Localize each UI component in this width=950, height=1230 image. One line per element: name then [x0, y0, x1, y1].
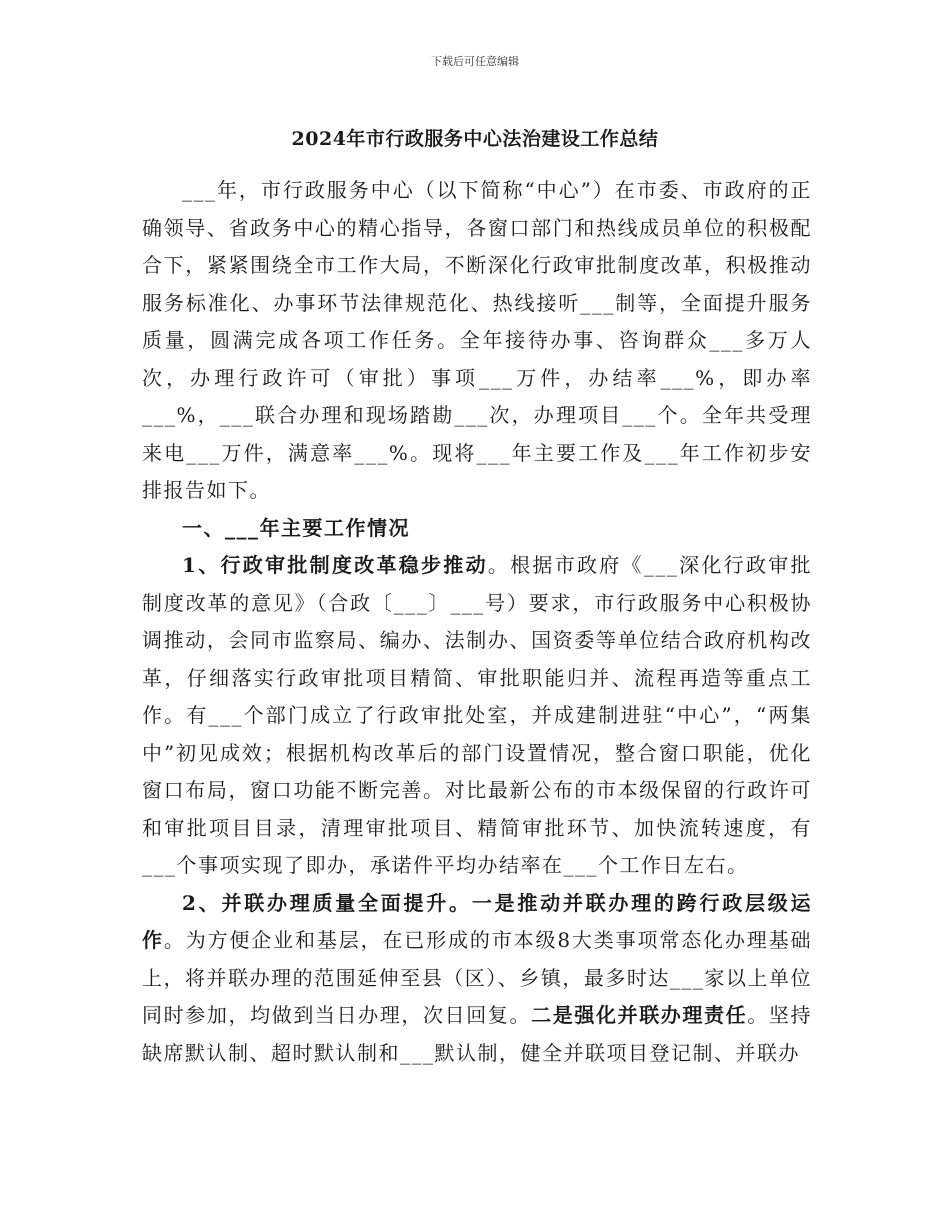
- item-1-text: 。根据市政府《___深化行政审批制度改革的意见》（合政〔___〕___号）要求，市行政服务中心积极协调推动，会同市监察局、编办、法制办、国资委等单位结合政府机构改革，仔细落实行政审批项目精简、审批职能归并、流程再造等重点工作。有___个部门成立了行政审批处室，并成建制进驻“中心”，“两集中”初见成效；根据机构改革后的部门设置情况，整合窗口职能，优化窗口布局，窗口功能不断完善。对比最新公布的市本级保留的行政许可和审批项目目录，清理审批项目、精简审批环节、加快流转速度，有___个事项实现了即办，承诺件平均办结率在___个工作日左右。: [142, 553, 813, 877]
- section-heading: 一、___年主要工作情况: [182, 515, 410, 540]
- download-note: 下载后可任意编辑: [431, 55, 519, 68]
- page-title: 2024年市行政服务中心法治建设工作总结: [291, 128, 659, 150]
- item-1-lead: 1、行政审批制度改革稳步推动: [182, 553, 488, 577]
- item-1-paragraph: [142, 547, 812, 885]
- item-2-sub2-text: 。坚持缺席默认制、超时默认制和___默认制，健全并联项目登记制、并联办: [142, 1003, 813, 1065]
- intro-paragraph: ___年，市行政服务中心（以下简称“中心”）在市委、市政府的正确领导、省政务中心的精心指导，各窗口部门和热线成员单位的积极配合下，紧紧围绕全市工作大局，不断深化行政审批制度改革，积极推动服务标准化、办事环节法律规范化、热线接听___制等，全面提升服务质量，圆满完成各项工作任务。全年接待办事、咨询群众___多万人次，办理行政许可（审批）事项___万件，办结率___%，即办率___%，___联合办理和现场踏勘___次，办理项目___个。全年共受理来电___万件，满意率___%。现将___年主要工作及___年工作初步安排报告如下。: [142, 178, 812, 502]
- item-2-sub1-lead: 一是推动并联办理的跨行政层级运作: [142, 890, 812, 952]
- item-2-sub1-text: 。为方便企业和基层，在已形成的市本级8大类事项常态化办理基础上，将并联办理的范围延伸至县（区）、乡镇，最多时达___家以上单位同时参加，均做到当日办理，次日回复。: [142, 928, 812, 1027]
- document-body: [142, 172, 812, 1072]
- item-2-lead: 2、并联办理质量全面提升。: [182, 890, 472, 915]
- item-2-paragraph: [142, 885, 812, 1073]
- item-2-sub2-lead: 二是强化并联办理责任: [531, 1003, 748, 1027]
